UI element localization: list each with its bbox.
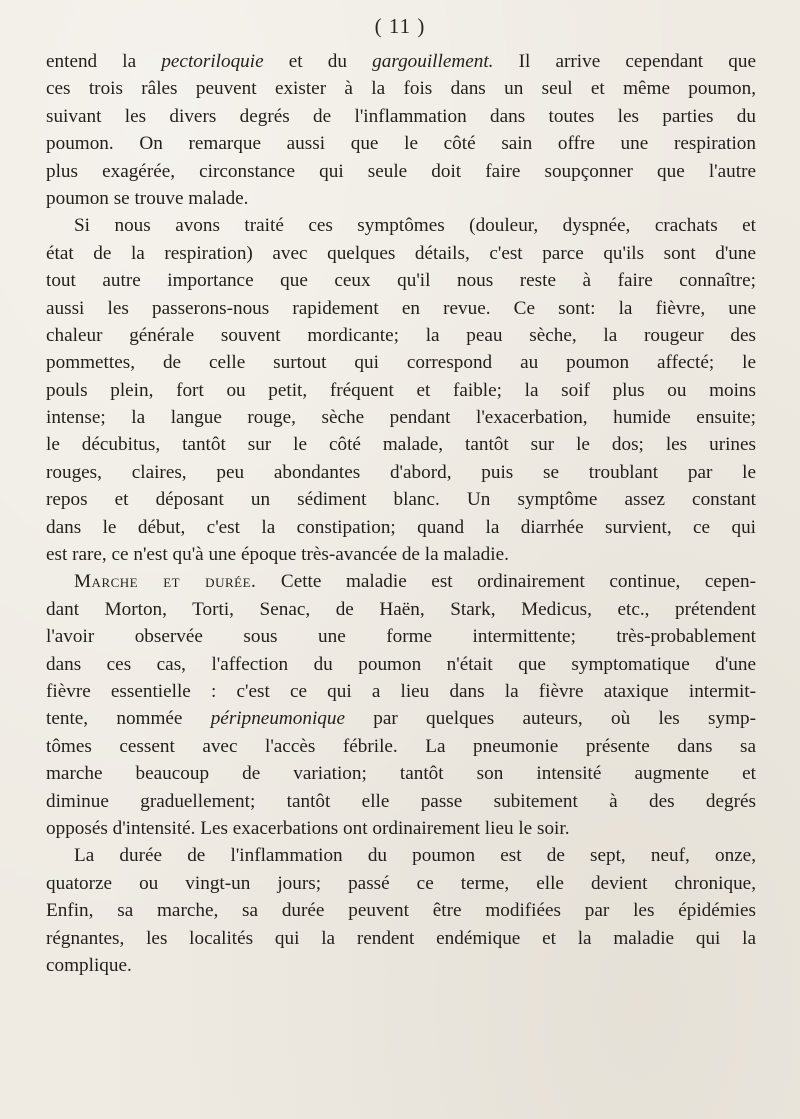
- text-run: La durée de l'inflammation du poumon est de sept, neuf, onze,: [74, 845, 756, 867]
- emphasis-text: gargouillement.: [372, 51, 494, 72]
- text-run: tente, nommée: [46, 708, 211, 730]
- text-line: [46, 322, 756, 349]
- text-line: [46, 158, 756, 185]
- text-run: intense; la langue rouge, sèche pendant l'exacerbation, humide ensuite;: [46, 407, 756, 429]
- text-run: par quelques auteurs, où les symp-: [345, 708, 756, 730]
- text-line: [46, 349, 756, 376]
- text-run: Cette maladie est ordinairement continue, cepen-: [256, 571, 756, 593]
- text-run: dans ces cas, l'affection du poumon n'était que symptomatique d'une: [46, 653, 756, 675]
- paragraph: [46, 842, 756, 979]
- text-run: complique.: [46, 954, 132, 976]
- paragraph: [46, 568, 756, 842]
- text-run: le décubitus, tantôt sur le côté malade, tantôt sur le dos; les urines: [46, 434, 756, 456]
- text-run: Si nous avons traité ces symptômes (douleur, dyspnée, crachats et: [74, 215, 756, 237]
- text-line: [46, 431, 756, 458]
- emphasis-text: pectoriloquie: [161, 51, 264, 72]
- text-run: fièvre essentielle : c'est ce qui a lieu dans la fièvre ataxique intermit-: [46, 680, 756, 702]
- text-line: [46, 952, 756, 979]
- text-line: [46, 514, 756, 541]
- text-run: Il arrive cependant que: [493, 51, 756, 72]
- text-line: [46, 788, 756, 815]
- text-line: [46, 185, 756, 212]
- text-line: [46, 705, 756, 732]
- emphasis-text: Marche et durée.: [74, 571, 257, 593]
- text-run: marche beaucoup de variation; tantôt son intensité augmente et: [46, 763, 756, 785]
- text-run: état de la respiration) avec quelques détails, c'est parce qu'ils sont d'une: [46, 242, 756, 264]
- text-run: l'avoir observée sous une forme intermittente; très-probablement: [46, 626, 756, 648]
- text-run: plus exagérée, circonstance qui seule doit faire soupçonner que l'autre: [46, 160, 756, 182]
- text-run: rouges, claires, peu abondantes d'abord, puis se troublant par le: [46, 461, 756, 483]
- paragraph: [46, 48, 756, 212]
- text-run: dans le début, c'est la constipation; quand la diarrhée survient, ce qui: [46, 516, 756, 538]
- text-run: dant Morton, Torti, Senac, de Haën, Stark, Medicus, etc., prétendent: [46, 598, 756, 620]
- text-run: aussi les passerons-nous rapidement en revue. Ce sont: la fièvre, une: [46, 297, 756, 319]
- text-line: [46, 897, 756, 924]
- text-line: [46, 596, 756, 623]
- text-line: [46, 623, 756, 650]
- text-run: Enfin, sa marche, sa durée peuvent être modifiées par les épidémies: [46, 900, 756, 922]
- text-line: [46, 75, 756, 102]
- text-line: [46, 404, 756, 431]
- text-line: [46, 486, 756, 513]
- text-line: [46, 240, 756, 267]
- text-run: quatorze ou vingt-un jours; passé ce terme, elle devient chronique,: [46, 872, 756, 894]
- emphasis-text: péripneumonique: [210, 708, 345, 730]
- text-run: est rare, ce n'est qu'à une époque très-avancée de la maladie.: [46, 544, 509, 566]
- text-line: [46, 815, 756, 842]
- text-line: [46, 925, 756, 952]
- text-line: [46, 568, 756, 595]
- text-run: ces trois râles peuvent exister à la fois dans un seul et même poumon,: [46, 78, 756, 100]
- text-run: repos et déposant un sédiment blanc. Un symptôme assez constant: [46, 489, 756, 511]
- text-line: [46, 459, 756, 486]
- page-number: ( 11 ): [374, 14, 426, 38]
- text-line: [46, 733, 756, 760]
- text-line: [46, 678, 756, 705]
- text-run: régnantes, les localités qui la rendent endémique et la maladie qui la: [46, 927, 756, 949]
- text-run: et du: [263, 51, 373, 72]
- text-line: [46, 267, 756, 294]
- text-run: tômes cessent avec l'accès fébrile. La pneumonie présente dans sa: [46, 735, 756, 757]
- text-line: [46, 295, 756, 322]
- text-run: opposés d'intensité. Les exacerbations ont ordinairement lieu le soir.: [46, 817, 570, 839]
- text-run: suivant les divers degrés de l'inflammation dans toutes les parties du: [46, 105, 756, 127]
- text-run: entend la: [46, 51, 162, 72]
- text-run: pommettes, de celle surtout qui correspond au poumon affecté; le: [46, 352, 756, 374]
- text-line: [46, 130, 756, 157]
- text-line: [46, 48, 756, 75]
- text-line: [46, 842, 756, 869]
- text-line: [46, 377, 756, 404]
- text-line: [46, 870, 756, 897]
- body-text: [46, 48, 756, 979]
- text-run: poumon se trouve malade.: [46, 187, 249, 209]
- text-line: [46, 760, 756, 787]
- text-run: poumon. On remarque aussi que le côté sain offre une respiration: [46, 133, 756, 155]
- text-run: tout autre importance que ceux qu'il nous reste à faire connaître;: [46, 270, 756, 292]
- text-run: chaleur générale souvent mordicante; la peau sèche, la rougeur des: [46, 324, 756, 346]
- text-line: [46, 651, 756, 678]
- paragraph: [46, 212, 756, 568]
- text-line: [46, 541, 756, 568]
- text-run: pouls plein, fort ou petit, fréquent et faible; la soif plus ou moins: [46, 379, 756, 401]
- text-line: [46, 212, 756, 239]
- text-run: diminue graduellement; tantôt elle passe subitement à des degrés: [46, 790, 756, 812]
- text-line: [46, 103, 756, 130]
